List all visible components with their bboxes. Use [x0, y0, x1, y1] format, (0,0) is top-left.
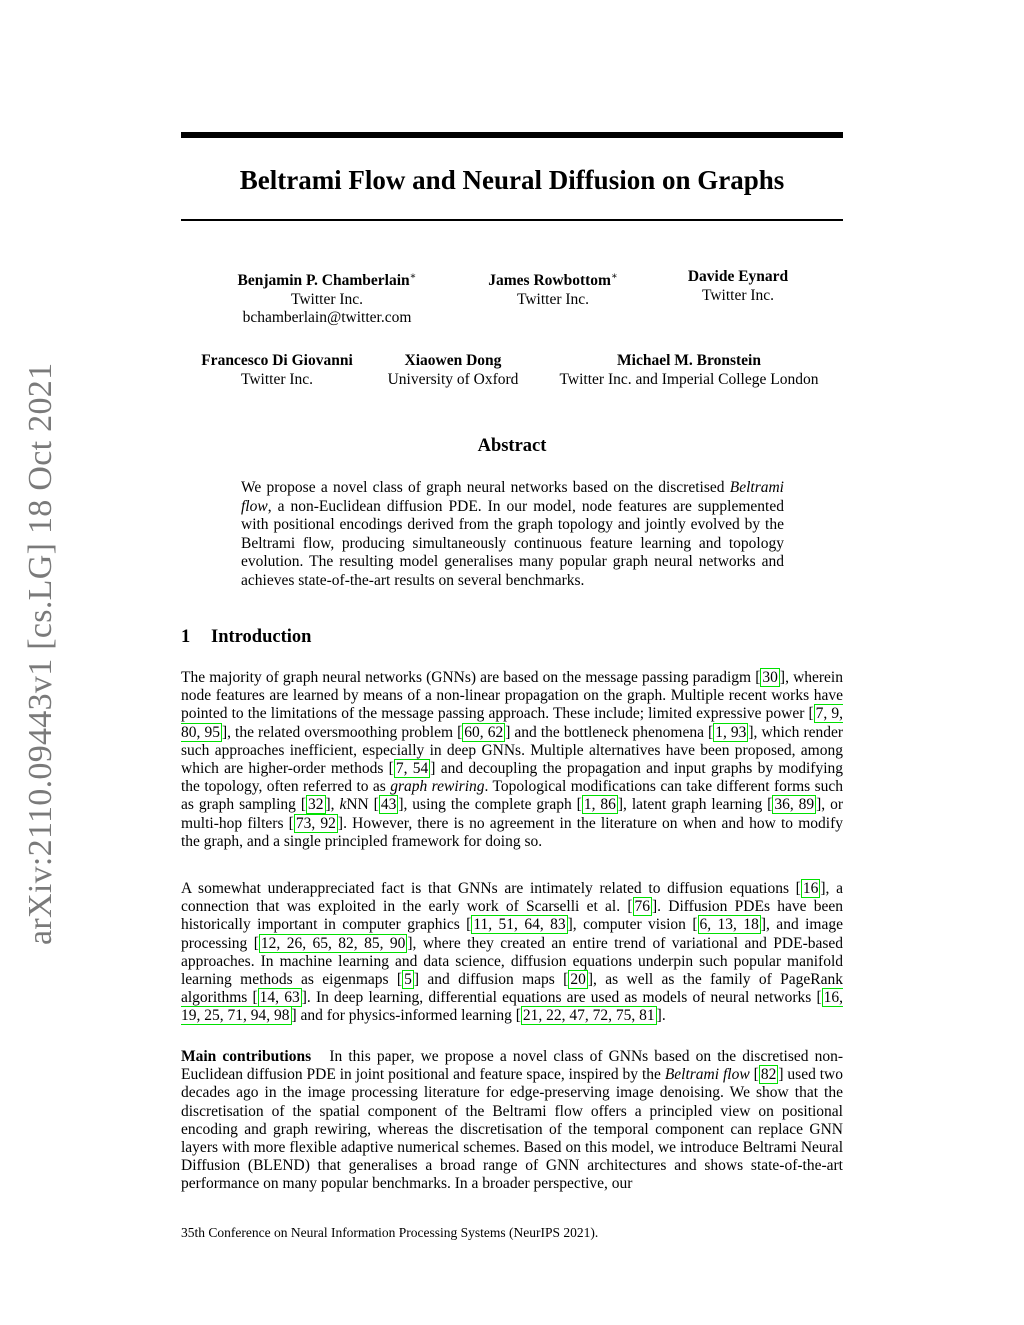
- author-name: Davide Eynard: [687, 268, 789, 285]
- section-title: Introduction: [211, 627, 312, 647]
- author-affiliation: Twitter Inc. and Imperial College London: [559, 370, 819, 388]
- author-email[interactable]: bchamberlain@twitter.com: [242, 309, 412, 327]
- paragraph-1: The majority of graph neural networks (GNNs) are based on the message passing paradigm [ 30 ], wherein node features are learned by means of a non-linear propagation on the graph. Multiple recent works have pointed to the limitations of the message passing approach. These include; limited expressive power [ 7, 9, 80, 95 ], the related oversmoothing problem [ 60, 62 ] and the bottleneck phenomena [ 1, 93 ], which render such approaches inefficient, especially in deep GNNs. Multiple alternatives have been proposed, among which are higher-order methods [ 7, 54 ] and decoupling the propagation and input graphs by modifying the topology, often referred to as graph rewiring. Topological modifications can take different forms such as graph sampling [ 32 ], kNN [ 43 ], using the complete graph [ 1, 86 ], latent graph learning [ 36, 89 ], or multi-hop filters [ 73, 92 ]. However, there is no agreement in the literature on when and how to modify the graph, and a single principled framework for doing so.: [181, 669, 844, 850]
- citation-link[interactable]: 1, 93: [715, 723, 747, 741]
- paragraph-3: Main contributions In this paper, we propose a novel class of GNNs based on the discretised non-Euclidean diffusion PDE in joint positional and feature space, inspired by the Beltrami flow [ 82 ] used two decades ago in the image processing literature for edge-preserving image denoising. We show that the discretisation of the spatial component of the Beltrami flow offers a principled view on positional encoding and graph rewiring, whereas the discretisation of the temporal component can replace GNN layers with more flexible adaptive numerical schemes. Based on this model, we introduce Beltrami Neural Diffusion (BLEND) that generalises a broad range of GNN architectures and shows state-of-the-art performance on many popular benchmarks. In a broader perspective, our: [181, 1048, 847, 1193]
- abstract-heading: Abstract: [477, 436, 547, 456]
- citation-link[interactable]: 76: [634, 898, 650, 916]
- citation-link[interactable]: 16, 19, 25, 71, 94, 98: [181, 989, 843, 1025]
- author-name: Xiaowen Dong: [404, 352, 502, 369]
- citation-link[interactable]: 82: [760, 1066, 777, 1084]
- title-top-rule: [181, 132, 843, 138]
- emphasis: graph rewiring: [390, 778, 485, 796]
- citation-link[interactable]: 7, 54: [395, 760, 429, 778]
- paper-title: Beltrami Flow and Neural Diffusion on Graphs: [239, 165, 785, 195]
- author-affiliation: Twitter Inc.: [701, 286, 775, 304]
- author-name: Francesco Di Giovanni: [201, 352, 353, 369]
- title-bottom-rule: [181, 219, 843, 221]
- author-mark: ∗: [610, 271, 618, 282]
- author-name: Michael M. Bronstein: [617, 352, 761, 369]
- citation-link[interactable]: 20: [570, 971, 586, 989]
- section-number: 1: [181, 627, 191, 647]
- paragraph-2: A somewhat underappreciated fact is that GNNs are intimately related to diffusion equations [ 16 ], a connection that was exploited in the early work of Scarselli et al. [ 76 ]. Diffusion PDEs have been historically important in computer graphics [ 11, 51, 64, 83 ], computer vision [ 6, 13, 18 ], and image processing [ 12, 26, 65, 82, 85, 90 ], where they created an entire trend of variational and PDE-based approaches. In machine learning and data science, diffusion equations underpin such popular manifold learning methods as eigenmaps [ 5 ] and diffusion maps [ 20 ], as well as the family of PageRank algorithms [ 14, 63 ]. In deep learning, differential equations are used as models of neural networks [ 16, 19, 25, 71, 94, 98 ] and for physics-informed learning [ 21, 22, 47, 72, 75, 81 ].: [181, 880, 844, 1025]
- author-affiliation: Twitter Inc.: [516, 290, 590, 308]
- citation-link[interactable]: 30: [762, 669, 778, 686]
- author-block: [668, 268, 808, 305]
- citation-link[interactable]: 36, 89: [774, 796, 815, 814]
- author-affiliation: Twitter Inc.: [240, 370, 314, 388]
- conference-footnote: 35th Conference on Neural Information Processing Systems (NeurIPS 2021).: [181, 1225, 599, 1240]
- author-block: [543, 352, 835, 389]
- emphasis: Beltrami flow: [241, 479, 784, 515]
- citation-link[interactable]: 5: [404, 971, 412, 989]
- author-block: [378, 352, 528, 389]
- author-block: [468, 268, 638, 309]
- citation-link[interactable]: 32: [308, 796, 324, 814]
- citation-link[interactable]: 21, 22, 47, 72, 75, 81: [522, 1007, 655, 1025]
- citation-link[interactable]: 6, 13, 18: [699, 916, 759, 934]
- author-block: [187, 352, 367, 389]
- citation-link[interactable]: 1, 86: [583, 796, 616, 814]
- citation-link[interactable]: 16: [802, 880, 819, 897]
- math-k: k: [339, 796, 347, 814]
- arxiv-stamp: arXiv:2110.09443v1 [cs.LG] 18 Oct 2021: [22, 362, 59, 945]
- citation-link[interactable]: 14, 63: [259, 989, 300, 1007]
- citation-link[interactable]: 11, 51, 64, 83: [473, 916, 566, 934]
- paragraph-lead: Main contributions: [181, 1048, 312, 1065]
- citation-link[interactable]: 7, 9, 80, 95: [181, 705, 843, 741]
- section-heading: [181, 627, 311, 648]
- citation-link[interactable]: 12, 26, 65, 82, 85, 90: [260, 934, 406, 952]
- citation-link[interactable]: 43: [380, 796, 397, 814]
- author-mark: ∗: [409, 271, 417, 282]
- author-block: [217, 268, 437, 328]
- author-name: James Rowbottom: [488, 272, 611, 290]
- abstract-body: We propose a novel class of graph neural networks based on the discretised Beltrami flow, a non-Euclidean diffusion PDE. In our model, node features are supplemented with positional encodings derived from the graph topology and jointly evolved by the Beltrami flow, producing simultaneously continuous feature learning and topology evolution. The resulting model generalises many popular graph neural networks and achieves state-of-the-art results on several benchmarks.: [241, 479, 784, 589]
- emphasis: Beltrami flow: [664, 1066, 750, 1084]
- author-affiliation: Twitter Inc.: [290, 290, 364, 308]
- citation-link[interactable]: 60, 62: [464, 723, 504, 741]
- author-name: Benjamin P. Chamberlain: [237, 272, 410, 290]
- author-affiliation: University of Oxford: [387, 370, 519, 388]
- citation-link[interactable]: 73, 92: [295, 814, 336, 832]
